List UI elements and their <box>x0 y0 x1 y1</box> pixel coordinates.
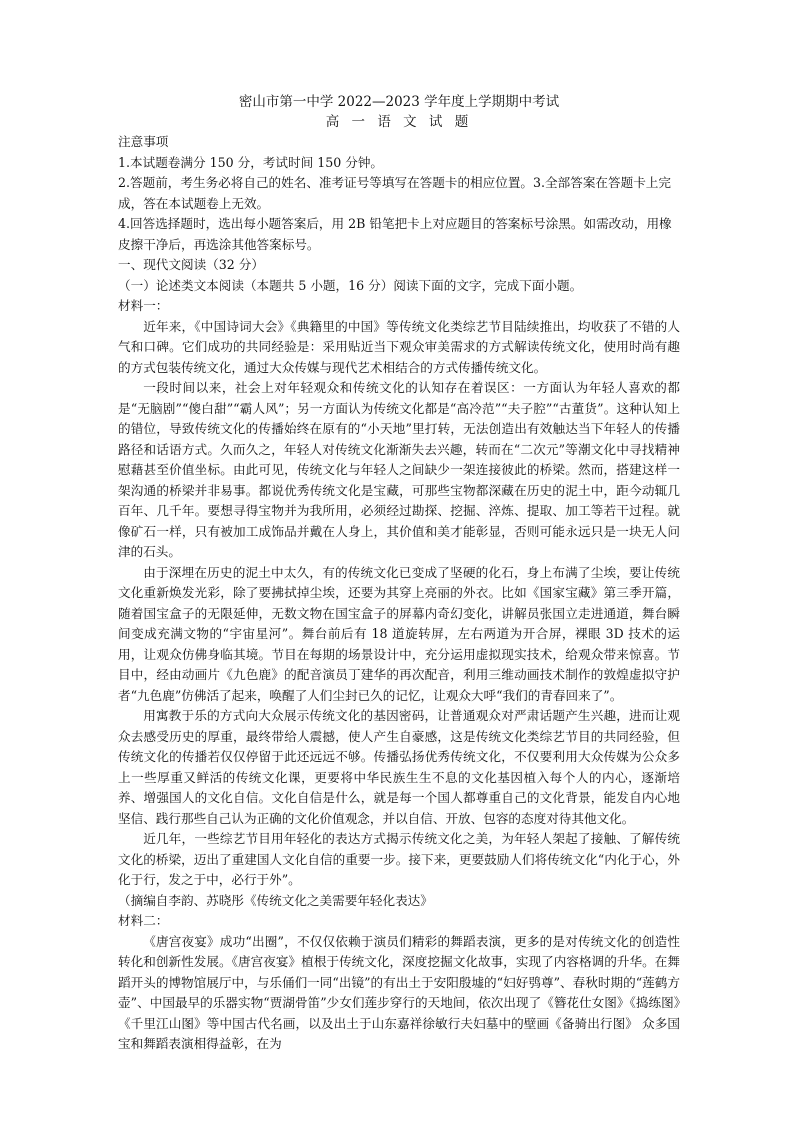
paragraph-3: 由于深埋在历史的泥土中太久，有的传统文化已变成了坚硬的化石，身上布满了尘埃，要让传统文化重新焕发光彩，除了要拂拭掉尘埃，还要为其穿上亮丽的外衣。比如《国家宝藏》第三季开篇，随着国宝盒子的无限延伸，无数文物在国宝盒子的屏幕内奇幻变化，讲解员张国立走进通道，舞台瞬间变成充满文物的“宇宙星河”。舞台前后有 18 道旋转屏，左右两道为开合屏，裸眼 3D 技术的运用，让观众仿佛身临其境。节目在每期的场景设计中，充分运用虚拟现实技术，给观众带来惊喜。节目中，经由动画片《九色鹿》的配音演员丁建华的再次配音，利用三维动画技术制作的敦煌虚拟守护者“九色鹿”仿佛活了起来，唤醒了人们尘封已久的记忆，让观众大呼“我们的青春回来了”。 <box>118 564 680 703</box>
paragraph-1: 近年来，《中国诗词大会》《典籍里的中国》等传统文化类综艺节目陆续推出，均收获了不错的人气和口碑。它们成功的共同经验是：采用贴近当下观众审美需求的方式解读传统文化，使用时尚有趣的方式包装传统文化，通过大众传媒与现代艺术相结合的方式传播传统文化。 <box>118 318 680 375</box>
note-item-3: 4.回答选择题时，选出每小题答案后，用 2B 铅笔把卡上对应题目的答案标号涂黑。如需改动，用橡皮擦干净后，再选涂其他答案标号。 <box>118 216 672 252</box>
notes-heading: 注意事项 <box>118 134 169 149</box>
exam-subtitle: 高 一 语 文 试 题 <box>325 114 473 130</box>
paragraph-2: 一段时间以来，社会上对年轻观众和传统文化的认知存在着误区：一方面认为年轻人喜欢的都是“无脑剧”“傻白甜”“霸人风”；另一方面认为传统文化都是“高冷范”“夫子腔”“古董货”。这种认知上的错位，导致传统文化的传播始终在原有的“小天地”里打转，无法创造出有效触达当下年轻人的传播路径和话语方式。久而久之，年轻人对传统文化渐渐失去兴趣，转而在“二次元”等潮文化中寻找精神慰藉甚至价值坐标。由此可见，传统文化与年轻人之间缺少一架连接彼此的桥梁。然而，搭建这样一架沟通的桥梁并非易事。都说优秀传统文化是宝藏，可那些宝物都深藏在历史的泥土中，距今动辄几百年、几千年。要想寻得宝物并为我所用，必须经过勘探、挖掘、淬炼、提取、加工等若干过程。就像矿石一样，只有被加工成饰品并戴在人身上，其价值和美才能彰显，否则可能永远只是一块无人问津的石头。 <box>118 380 680 559</box>
subsection-heading: （一）论述类文本阅读（本题共 5 小题，16 分）阅读下面的文字，完成下面小题。 <box>118 277 583 293</box>
section-heading: 一、现代文阅读（32 分） <box>118 257 264 272</box>
note-item-2: 2.答题前，考生务必将自己的姓名、准考证号等填写在答题卡的相应位置。3.全部答案在答题卡上完成，答在本试题卷上无效。 <box>118 175 671 211</box>
source-citation: （摘编自李韵、苏晓彤《传统文化之美需要年轻化表达》 <box>118 892 433 908</box>
paragraph-5: 近几年，一些综艺节目用年轻化的表达方式揭示传统文化之美，为年轻人架起了接触、了解传统文化的桥梁，迈出了重建国人文化自信的重要一步。接下来，更要鼓励人们将传统文化“内化于心，外化于行，发之于中，必行于外”。 <box>118 831 680 887</box>
note-item-1: 1.本试题卷满分 150 分，考试时间 150 分钟。 <box>118 154 384 170</box>
material-1-label: 材料一： <box>118 298 169 313</box>
exam-page <box>118 92 680 1055</box>
material-2-label: 材料二： <box>118 913 169 928</box>
paragraph-6: 《唐宫夜宴》成功“出圈”，不仅仅依赖于演员们精彩的舞蹈表演，更多的是对传统文化的创造性转化和创新性发展。《唐宫夜宴》植根于传统文化，深度挖掘文化故事，实现了内容格调的升华。在舞蹈开头的博物馆展厅中，与乐俑们一同“出镜”的有出土于安阳殷墟的“妇好鸮尊”、春秋时期的“莲鹤方壶”、中国最早的乐器实物“贾湖骨笛”少女们莲步穿行的天地间，依次出现了《簪花仕女图》《捣练图》《千里江山图》等中国古代名画，以及出土于山东嘉祥徐敏行夫妇墓中的壁画《备骑出行图》 众多国宝和舞蹈表演相得益彰，在为 <box>118 933 680 1051</box>
exam-title: 密山市第一中学 2022—2023 学年度上学期期中考试 <box>238 94 560 110</box>
paragraph-4: 用寓教于乐的方式向大众展示传统文化的基因密码，让普通观众对严肃话题产生兴趣，进而让观众去感受历史的厚重，最终带给人震撼，使人产生自豪感，这是传统文化类综艺节目的共同经验，但传统文化的传播若仅仅停留于此还远远不够。传播弘扬优秀传统文化，不仅要利用大众传媒为公众多上一些厚重又鲜活的传统文化课，更要将中华民族生生不息的文化基因植入每个人的内心，逐渐培养、增强国人的文化自信。文化自信是什么，就是每一个国人都尊重自己的文化背景，能发自内心地坚信、践行那些自己认为正确的文化价值观念，并以自信、开放、包容的态度对待其他文化。 <box>118 708 680 826</box>
